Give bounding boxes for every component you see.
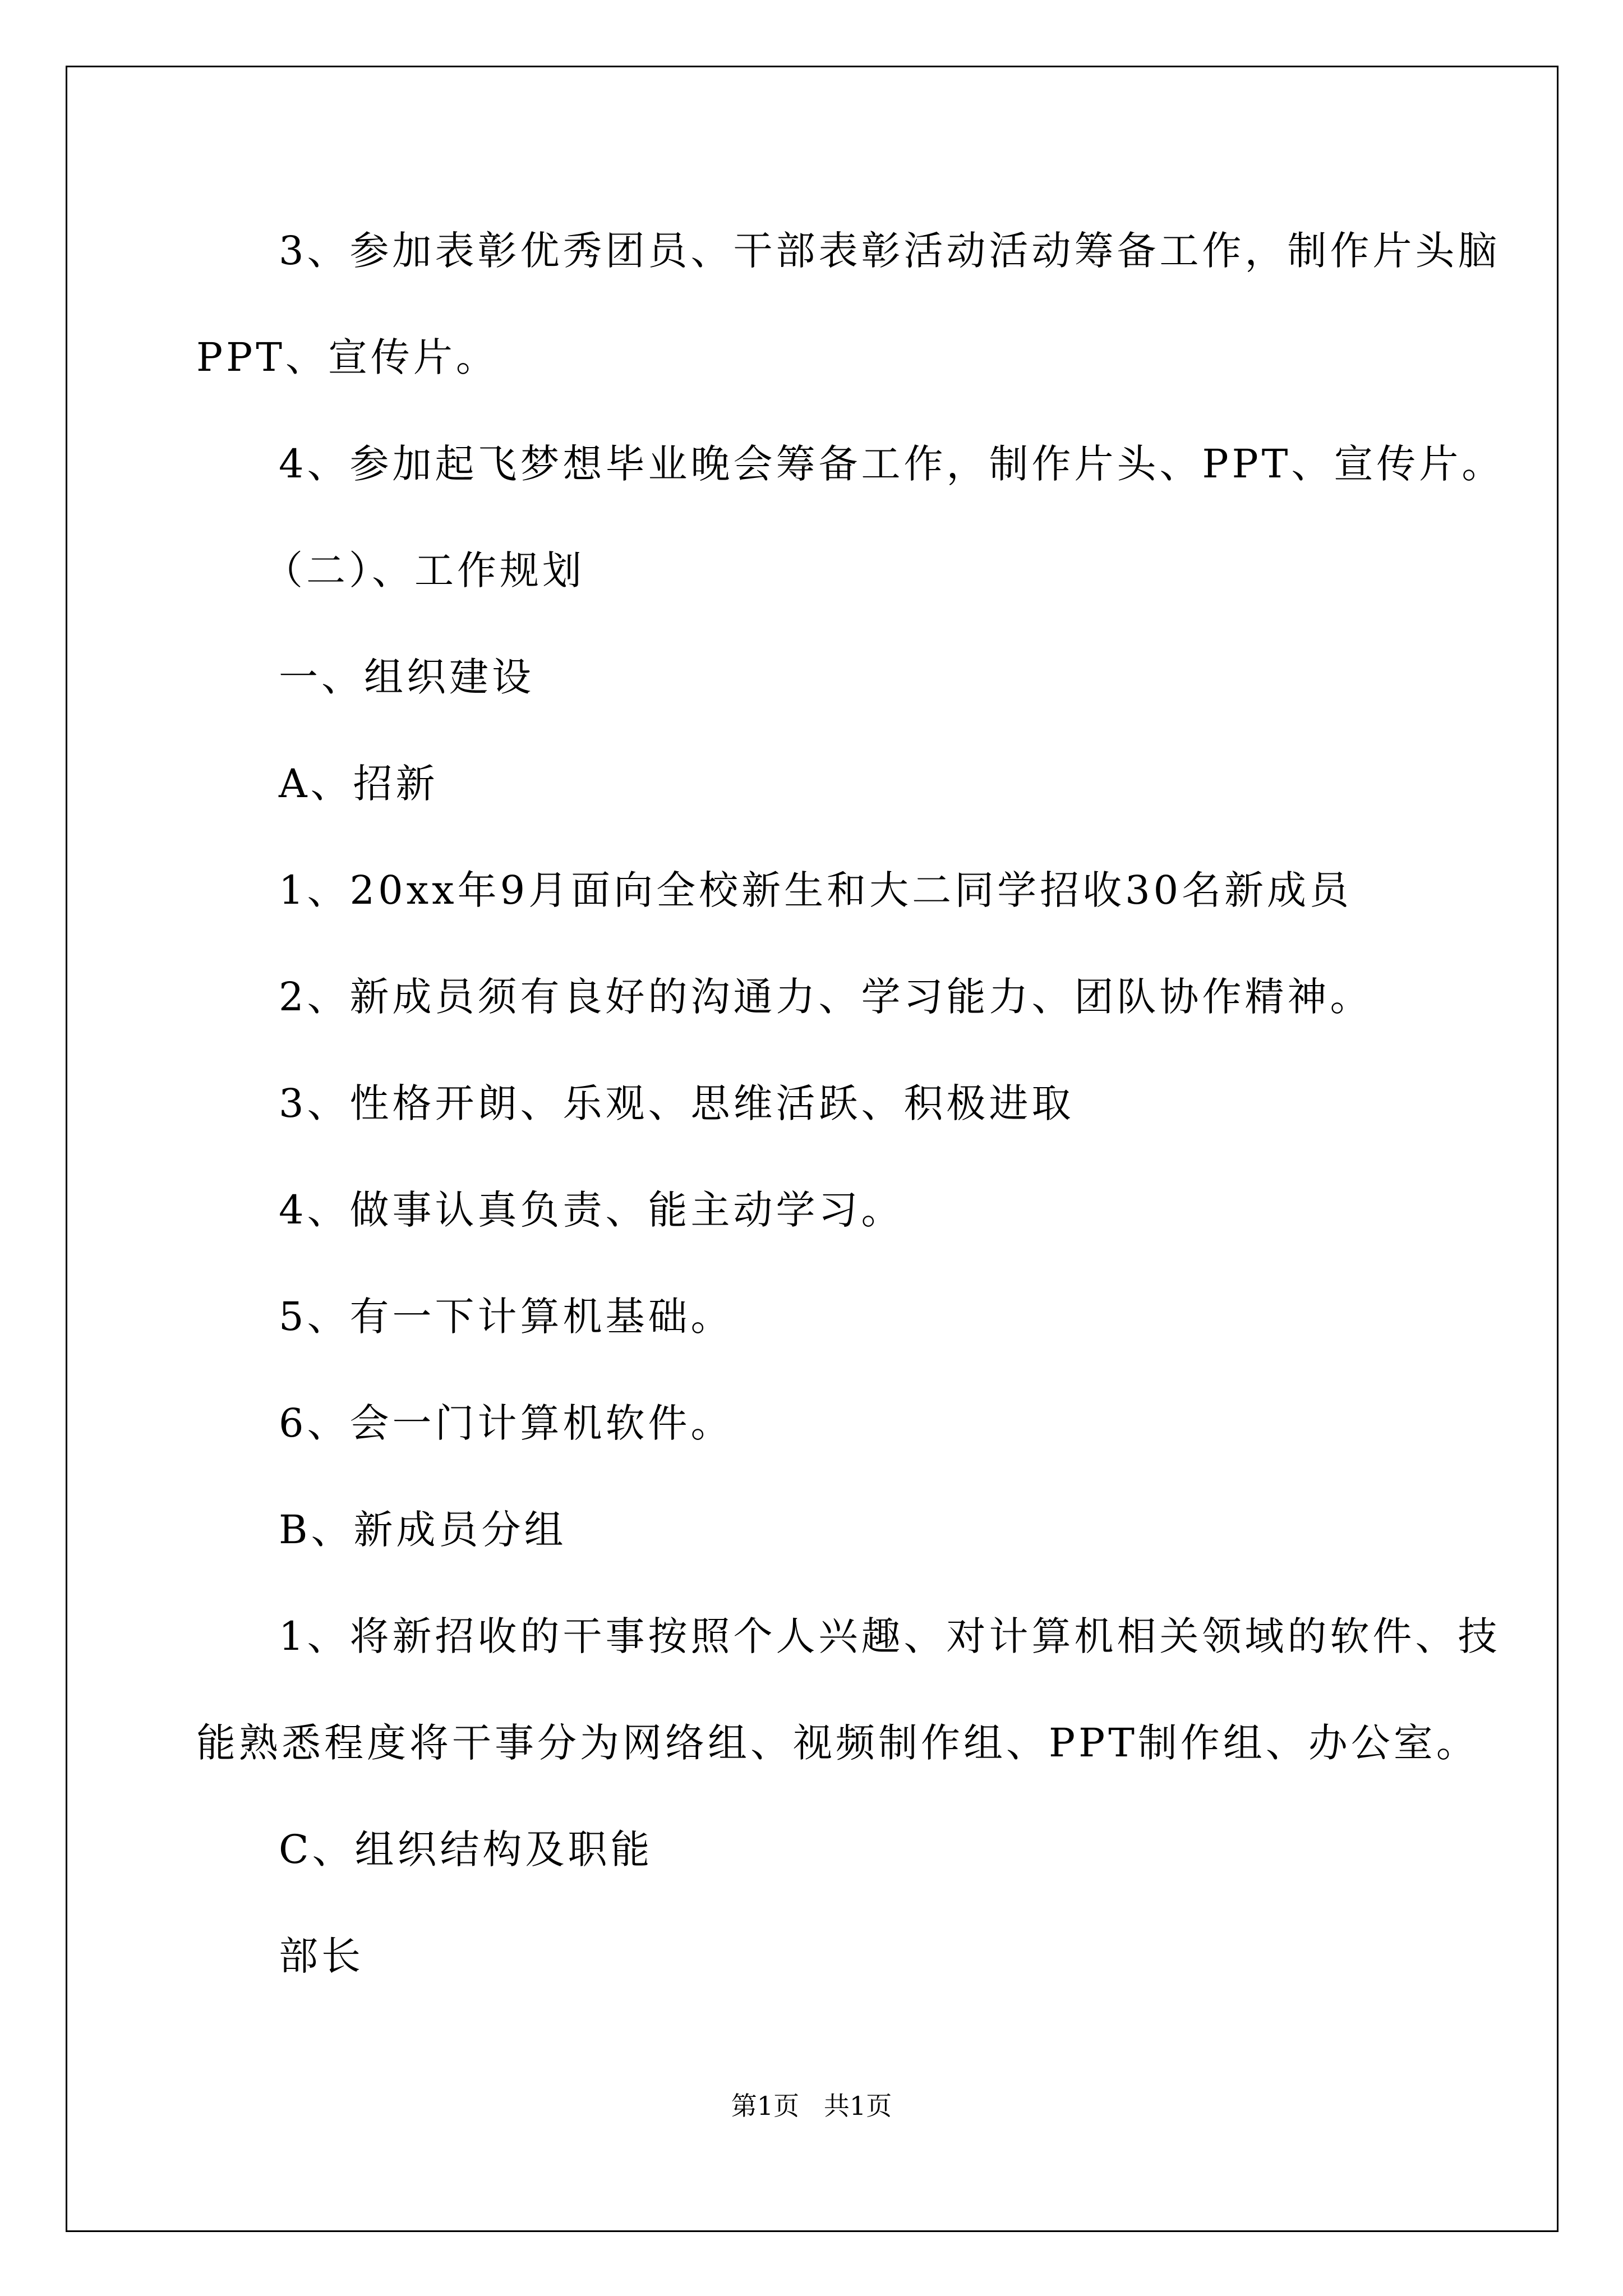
paragraph-line-1: 3、参加表彰优秀团员、干部表彰活动活动筹备工作，制作片头脑 <box>279 228 1501 274</box>
section-heading: （二）、工作规划 <box>264 547 585 593</box>
list-item-3: 3、性格开朗、乐观、思维活跃、积极进取 <box>279 1080 1075 1126</box>
paragraph-line-grouping-1: 1、将新招收的干事按照个人兴趣、对计算机相关领域的软件、技 <box>279 1613 1501 1659</box>
list-item-1: 1、20xx年9月面向全校新生和大二同学招收30名新成员 <box>279 867 1353 913</box>
list-item-2: 2、新成员须有良好的沟通力、学习能力、团队协作精神。 <box>279 974 1373 1020</box>
item-heading-c: C、组织结构及职能 <box>279 1826 653 1872</box>
page-border <box>66 66 1559 2232</box>
item-heading-b: B、新成员分组 <box>279 1507 567 1553</box>
paragraph-line-3: 4、参加起飞梦想毕业晚会筹备工作，制作片头、PPT、宣传片。 <box>279 441 1505 487</box>
list-item-4: 4、做事认真负责、能主动学习。 <box>279 1187 904 1233</box>
item-heading-a: A、招新 <box>279 761 439 807</box>
page-footer: 第1页 共1页 <box>731 2091 892 2121</box>
list-item-5: 5、有一下计算机基础。 <box>279 1294 734 1340</box>
paragraph-line-grouping-2: 能熟悉程度将干事分为网络组、视频制作组、PPT制作组、办公室。 <box>196 1720 1479 1766</box>
list-item-6: 6、会一门计算机软件。 <box>279 1400 734 1446</box>
subsection-heading: 一、组织建设 <box>279 654 534 700</box>
paragraph-line-2: PPT、宣传片。 <box>196 334 499 380</box>
role-label: 部长 <box>279 1933 364 1979</box>
